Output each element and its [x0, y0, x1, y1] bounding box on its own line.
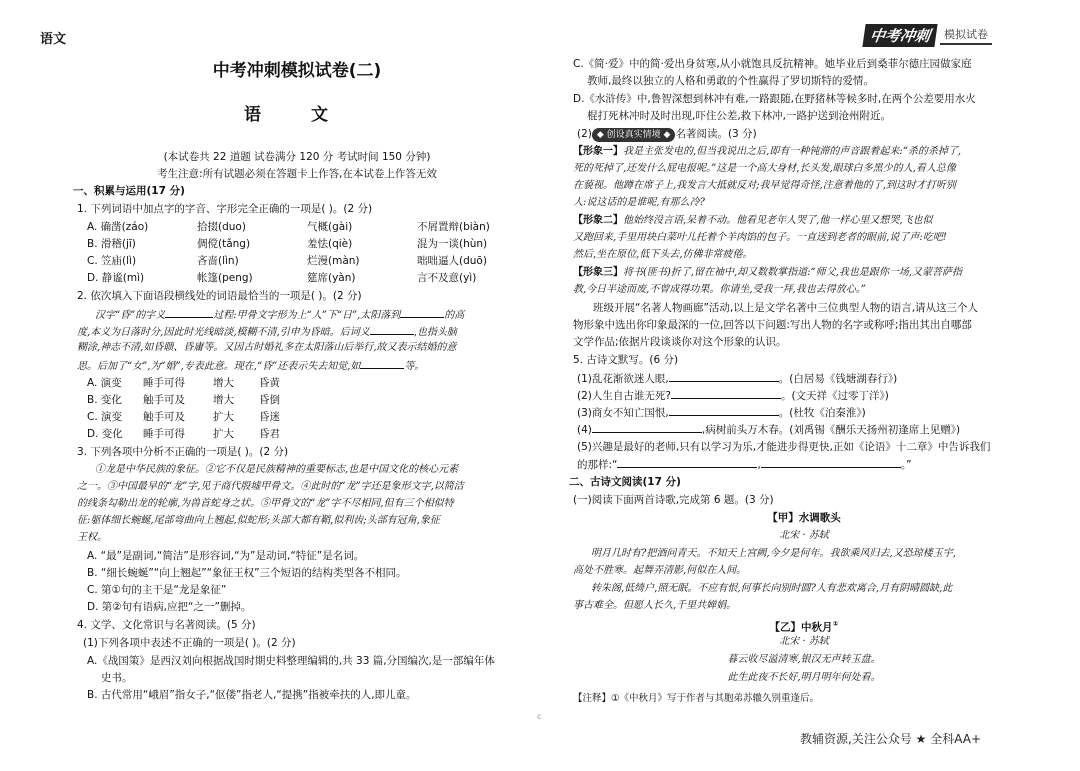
- poem-2-author: 北宋 · 苏轼: [779, 636, 829, 647]
- poem-1-author: 北宋 · 苏轼: [779, 530, 829, 541]
- task-line: 文学作品;依据片段谈谈你对这个形象的认识。: [573, 336, 787, 348]
- q2-passage-line: 度,本义为日落时分,因此时光线暗淡,模糊不清,引申为昏暗。后词义 ,也指头脑: [77, 324, 457, 340]
- image-one-line: 死的死掉了,还发什么屁电报呢。”这是一个高大身材,长头发,眼球白多黑少的人,看人总像: [573, 163, 956, 174]
- brand-sub: 模拟试卷: [940, 25, 992, 45]
- q5-item-4: (4) ,病树前头万木春。(刘禹锡《酬乐天扬州初逢席上见赠》): [577, 424, 961, 436]
- q3-option-c: C. 第①句的主干是“龙是象征”: [87, 584, 227, 596]
- q4-part-1: (1)下列各项中表述不正确的一项是( )。(2 分): [83, 637, 296, 649]
- exam-subject: 语 文: [244, 105, 350, 125]
- image-one-line: 【形象一】我是主张发电的,但当我说出之后,即有一种钝滞的声音跟着起来:“杀的杀掉了,: [573, 146, 962, 157]
- q2-option-row: D. 变化 睡手可得 扩大 昏君: [87, 428, 280, 440]
- question-4: 4. 文学、文化常识与名著阅读。(5 分): [77, 619, 256, 631]
- q3-option-a: A. “最”是副词,“简洁”是形容词,“为”是动词,“特征”是名词。: [87, 550, 365, 562]
- footer-watermark: 教辅资源,关注公众号 ★ 全科AA+: [800, 732, 982, 746]
- q3-passage-line: 征:躯体细长蜿蜒,尾部弯曲向上翘起,似蛇形;头部大都有鞘,似利齿;头部有冠角,象征: [77, 515, 440, 526]
- q2-option-row: A. 演变 睡手可得 增大 昏黄: [87, 377, 280, 389]
- question-5: 5. 古诗文默写。(6 分): [573, 354, 679, 366]
- center-mark: c: [537, 712, 542, 721]
- poem-1-line: 转朱阁,低绮户,照无眠。不应有恨,何事长向别时圆?人有悲欢离合,月有阴晴圆缺,此: [591, 583, 953, 594]
- q4-option-d: D.《水浒传》中,鲁智深想到林冲有难,一路跟随,在野猪林等候多时,在两个公差要用水火: [573, 93, 976, 105]
- q5-item-5-cont: 的那样:“ , 。”: [577, 459, 912, 471]
- image-three-line: 【形象三】将书(匪书)折了,留在袖中,却又数数掌指道:“师父,我也是跟你一场,又蒙菩萨指: [573, 267, 962, 278]
- q2-option-row: C. 演变 触手可及 扩大 昏迷: [87, 411, 280, 423]
- q4-option-d-cont: 棍打死林冲时及时出现,吓住公差,救下林冲,一路护送到沧州附近。: [587, 110, 892, 122]
- q3-passage-line: ①龙是中华民族的象征。②它不仅是民族精神的重要标志,也是中国文化的核心元素: [95, 464, 459, 475]
- q5-item-5: (5)兴趣是最好的老师,只有以学习为乐,才能进步得更快,正如《论语》十二章》中告诉我们: [577, 441, 991, 453]
- q4-option-a-cont: 史书。: [101, 672, 133, 684]
- q2-passage-line: 糊涂,神志不清,如昏聩、昏庸等。又因古时婚礼多在太阳落山后举行,故又表示结婚的意: [77, 342, 457, 353]
- question-1: 1. 下列词语中加点字的字音、字形完全正确的一项是( )。(2 分): [77, 203, 373, 215]
- q2-passage-line: 汉字“昏”的字义 过程:甲骨文字形为上“人”下“日”,太阳落到 的高: [95, 307, 464, 323]
- exam-title: 中考冲刺模拟试卷(二): [212, 61, 382, 81]
- q5-item-3: (3)商女不知亡国恨, 。(杜牧《泊秦淮》): [577, 407, 866, 419]
- context-tag: ◆ 创设真实情境 ◆: [592, 128, 676, 142]
- q3-passage-line: 之一。③中国最早的“龙”字,见于商代殷墟甲骨文。④此时的“龙”字还是象形文字,以简洁: [77, 481, 464, 492]
- q5-item-1: (1)乱花渐欲迷人眼, 。(白居易《钱塘湖春行》): [577, 373, 898, 385]
- section-2-heading: 二、古诗文阅读(17 分): [569, 476, 681, 488]
- q4-option-a: A.《战国策》是西汉刘向根据战国时期史料整理编辑的,共 33 篇,分国编次,是一部编年体: [87, 655, 495, 667]
- poem-1-title: 【甲】水调歌头: [767, 512, 841, 524]
- poem-1-line: 高处不胜寒。起舞弄清影,何似在人间。: [573, 565, 747, 576]
- q3-passage-line: 的线条勾勒出龙的轮廓,为兽首蛇身之状。⑤甲骨文的“龙”字不尽相同,但有三个相似特: [77, 498, 454, 509]
- q3-option-d: D. 第②句有语病,应把“之一”删掉。: [87, 601, 252, 613]
- exam-notice: 考生注意:所有试题必须在答题卡上作答,在本试卷上作答无效: [157, 168, 437, 180]
- task-line: 物形象中选出你印象最深的一位,回答以下问题:写出人物的名字或称呼;指出其出自哪部: [573, 319, 972, 331]
- poem-1-line: 事古难全。但愿人长久,千里共婵娟。: [573, 600, 737, 611]
- subsection-1: (一)阅读下面两首诗歌,完成第 6 题。(3 分): [573, 494, 774, 506]
- q1-option-row: A. 确凿(záo) 拾掇(duo) 气概(gài) 不屑置辩(biàn): [87, 221, 490, 233]
- poem-2-line: 此生此夜不长好,明月明年何处看。: [727, 672, 881, 683]
- q1-option-row: D. 静谧(mì) 帐篷(peng) 筵席(yàn) 言不及意(yì): [87, 272, 477, 284]
- task-line: 班级开展“名著人物画廊”活动,以上是文学名著中三位典型人物的语言,请从这三个人: [593, 302, 979, 314]
- footnote: 【注释】①《中秋月》写于作者与其胞弟苏辙久别重逢后。: [573, 693, 820, 704]
- image-two-line: 【形象二】他始终没言语,呆着不动。他看见老年人哭了,他一样心里又想哭,飞也似: [573, 215, 933, 226]
- subject-label: 语文: [40, 32, 67, 47]
- poem-2-line: 暮云收尽溢清寒,银汉无声转玉盘。: [727, 654, 881, 665]
- q1-option-row: C. 笠庙(lì) 吝啬(lìn) 烂漫(màn) 咄咄逼人(duō): [87, 255, 487, 267]
- q1-option-row: B. 滑稽(jī) 倜傥(tǎng) 羞怯(qiè) 混为一谈(hùn): [87, 238, 488, 250]
- image-three-line: 教,今日半途而废,不曾成得功果。你请坐,受我一拜,我也去得放心。”: [573, 284, 866, 295]
- question-3: 3. 下列各项中分析不正确的一项是( )。(2 分): [77, 446, 289, 458]
- q3-passage-line: 王权。: [77, 532, 107, 543]
- brand-main: 中考冲刺: [862, 24, 937, 47]
- image-one-line: 人:说这话的是谁呢,有那么冷?: [573, 197, 705, 208]
- poem-1-line: 明月几时有?把酒问青天。不知天上宫阙,今夕是何年。我欲乘风归去,又恐琼楼玉宇,: [591, 548, 956, 559]
- q3-option-b: B. “细长蜿蜒”“向上翘起”“象征王权”三个短语的结构类型各不相同。: [87, 567, 407, 579]
- image-two-line: 然后,坐在原位,低下头去,仿佛非常疲倦。: [573, 249, 753, 260]
- q2-option-row: B. 变化 触手可及 增大 昏倒: [87, 394, 280, 406]
- q2-passage-line: 思。后加了“女”,为“婚”,专表此意。现在,“昏”还表示失去知觉,如 等。: [77, 358, 424, 374]
- exam-meta: (本试卷共 22 道题 试卷满分 120 分 考试时间 150 分钟): [163, 151, 431, 163]
- question-2: 2. 依次填入下面语段横线处的词语最恰当的一项是( )。(2 分): [77, 290, 362, 302]
- brand-logo: [864, 24, 992, 46]
- q4-option-c-cont: 教师,最终以独立的人格和勇敢的个性赢得了罗切斯特的爱情。: [587, 75, 874, 87]
- q4-part-2: (2) ◆ 创设真实情境 ◆ 名著阅读。(3 分): [577, 128, 757, 140]
- q4-option-c: C.《简·爱》中的简·爱出身贫寒,从小就饱具反抗精神。她毕业后到桑菲尔德庄园做家庭: [573, 58, 972, 70]
- section-1-heading: 一、积累与运用(17 分): [73, 185, 185, 197]
- q4-option-b: B. 古代常用“峨眉”指女子,“伛偻”指老人,“提携”指被牵扶的人,即儿童。: [87, 689, 417, 701]
- image-two-line: 又跑回来,手里用块白菜叶儿托着个羊肉馅的包子。一直送到老者的眼前,说了声:吃吧!: [573, 232, 947, 243]
- poem-2-title: 【乙】中秋月①: [769, 620, 839, 634]
- q5-item-2: (2)人生自古谁无死? 。(文天祥《过零丁洋》): [577, 390, 889, 402]
- image-one-line: 在藐视。他蹲在席子上,我发言大抵就反对;我早觉得奇怪,注意着他的了,到这时才打听别: [573, 180, 956, 191]
